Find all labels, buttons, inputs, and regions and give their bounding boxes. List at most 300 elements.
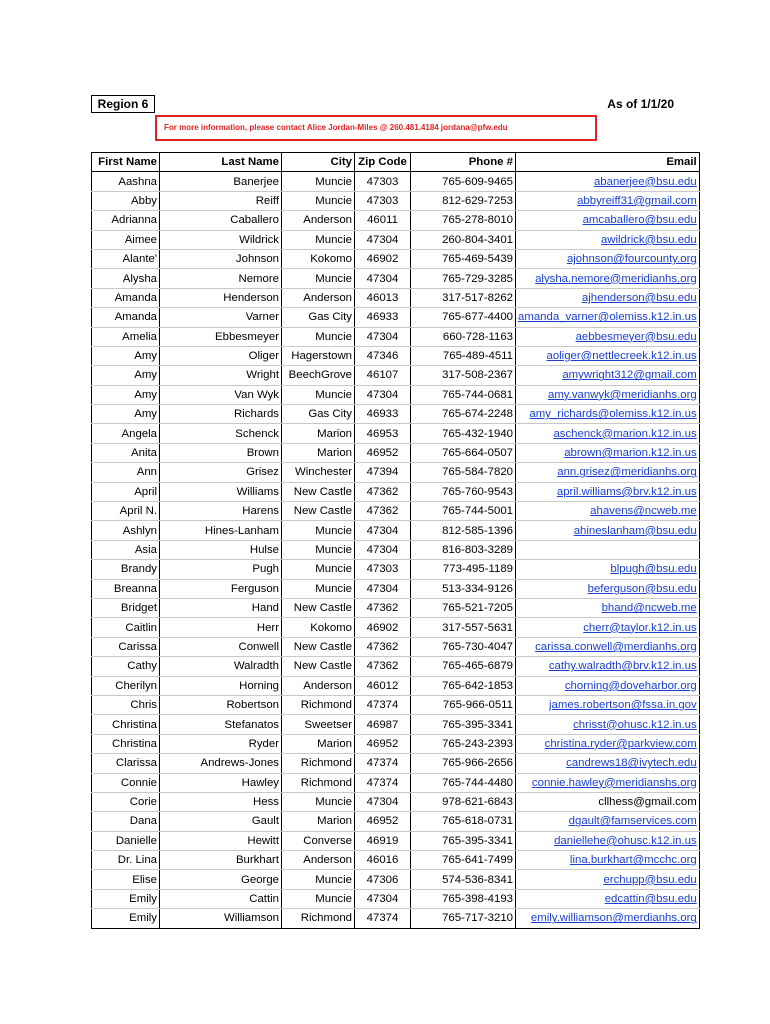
last-name-cell: Nemore <box>160 269 282 288</box>
city-cell: New Castle <box>282 482 355 501</box>
city-cell: Muncie <box>282 172 355 191</box>
phone-cell: 765-395-3341 <box>411 831 516 850</box>
last-name-cell: Henderson <box>160 288 282 307</box>
last-name-cell: Brown <box>160 443 282 462</box>
city-cell: Marion <box>282 424 355 443</box>
zip-code-cell: 46952 <box>355 734 411 753</box>
first-name-cell: Cherilyn <box>92 676 160 695</box>
email-text[interactable]: bhand@ncweb.me <box>601 602 697 615</box>
zip-code-cell: 47362 <box>355 502 411 521</box>
table-row <box>92 909 700 928</box>
table-row <box>92 482 700 501</box>
email-text[interactable]: awildrick@bsu.edu <box>600 233 697 246</box>
email-text[interactable]: cherr@taylor.k12.in.us <box>583 621 697 634</box>
city-cell: Muncie <box>282 230 355 249</box>
zip-code-cell: 46016 <box>355 851 411 870</box>
email-text[interactable]: amy.vanwyk@meridianhs.org <box>547 388 697 401</box>
city-cell: Muncie <box>282 191 355 210</box>
first-name-cell: Bridget <box>92 598 160 617</box>
phone-cell: 812-585-1396 <box>411 521 516 540</box>
zip-code-cell: 46902 <box>355 249 411 268</box>
email-text[interactable]: ajhenderson@bsu.edu <box>581 291 697 304</box>
city-cell: Anderson <box>282 211 355 230</box>
email-text[interactable]: amy_richards@olemiss.k12.in.us <box>529 408 697 421</box>
as-of-date: As of 1/1/20 <box>607 97 674 111</box>
city-cell: New Castle <box>282 657 355 676</box>
first-name-cell: Dr. Lina <box>92 851 160 870</box>
last-name-cell: Herr <box>160 618 282 637</box>
table-row <box>92 715 700 734</box>
email-text[interactable]: amanda_varner@olemiss.k12.in.us <box>518 311 697 324</box>
zip-code-cell: 46952 <box>355 443 411 462</box>
email-text[interactable]: connie.hawley@meridianshs.org <box>531 776 697 789</box>
phone-cell: 765-469-5439 <box>411 249 516 268</box>
last-name-cell: Robertson <box>160 695 282 714</box>
zip-code-cell: 47306 <box>355 870 411 889</box>
zip-code-cell: 46107 <box>355 366 411 385</box>
table-row <box>92 870 700 889</box>
table-row <box>92 618 700 637</box>
phone-cell: 765-966-2656 <box>411 754 516 773</box>
phone-cell: 765-584-7820 <box>411 463 516 482</box>
email-text[interactable]: alysha.nemore@meridianhs.org <box>535 272 697 285</box>
email-link[interactable] <box>516 754 700 773</box>
table-row <box>92 657 700 676</box>
phone-cell: 574-536-8341 <box>411 870 516 889</box>
city-cell: Muncie <box>282 540 355 559</box>
zip-code-cell: 46919 <box>355 831 411 850</box>
last-name-cell: Harens <box>160 502 282 521</box>
city-cell: Kokomo <box>282 249 355 268</box>
contact-table <box>91 152 700 929</box>
table-row <box>92 443 700 462</box>
last-name-cell: Ebbesmeyer <box>160 327 282 346</box>
city-cell: Anderson <box>282 288 355 307</box>
last-name-cell: Gault <box>160 812 282 831</box>
email-link[interactable] <box>516 463 700 482</box>
first-name-cell: Asia <box>92 540 160 559</box>
zip-code-cell: 47304 <box>355 521 411 540</box>
last-name-cell: Burkhart <box>160 851 282 870</box>
email-text[interactable]: amcaballero@bsu.edu <box>582 214 697 227</box>
last-name-cell: Hawley <box>160 773 282 792</box>
phone-cell: 765-465-6879 <box>411 657 516 676</box>
last-name-cell: Hand <box>160 598 282 617</box>
zip-code-cell: 47362 <box>355 637 411 656</box>
last-name-cell: Richards <box>160 405 282 424</box>
city-cell: Muncie <box>282 560 355 579</box>
city-cell: Muncie <box>282 521 355 540</box>
city-cell: Converse <box>282 831 355 850</box>
email-text[interactable]: chrisst@ohusc.k12.in.us <box>573 718 697 731</box>
email-text[interactable]: carissa.conwell@merdianhs.org <box>535 640 697 653</box>
email-text[interactable]: beferguson@bsu.edu <box>587 582 697 595</box>
phone-cell: 765-674-2248 <box>411 405 516 424</box>
last-name-cell: Walradth <box>160 657 282 676</box>
email-text[interactable]: ajohnson@fourcounty.org <box>566 253 697 266</box>
city-cell: BeechGrove <box>282 366 355 385</box>
first-name-cell: Alysha <box>92 269 160 288</box>
email-link[interactable] <box>516 889 700 908</box>
last-name-cell: Conwell <box>160 637 282 656</box>
email-text[interactable]: aebbesmeyer@bsu.edu <box>575 330 697 343</box>
city-cell: Winchester <box>282 463 355 482</box>
phone-cell: 765-642-1853 <box>411 676 516 695</box>
table-row <box>92 463 700 482</box>
zip-code-cell: 46933 <box>355 308 411 327</box>
phone-cell: 317-557-5631 <box>411 618 516 637</box>
email-link[interactable] <box>516 695 700 714</box>
zip-code-cell: 46011 <box>355 211 411 230</box>
email-text[interactable]: erchupp@bsu.edu <box>603 873 697 886</box>
last-name-cell: Horning <box>160 676 282 695</box>
last-name-cell: Pugh <box>160 560 282 579</box>
email-link[interactable] <box>516 831 700 850</box>
email-text[interactable]: ahineslanham@bsu.edu <box>573 524 697 537</box>
first-name-cell: Adrianna <box>92 211 160 230</box>
phone-cell: 765-278-8010 <box>411 211 516 230</box>
email-link[interactable] <box>516 172 700 191</box>
column-header-zip-code: Zip Code <box>355 153 411 172</box>
first-name-cell: Amy <box>92 385 160 404</box>
email-text[interactable]: edcattin@bsu.edu <box>604 893 697 906</box>
column-header-phone: Phone # <box>411 153 516 172</box>
first-name-cell: Aimee <box>92 230 160 249</box>
first-name-cell: Amanda <box>92 288 160 307</box>
email-link[interactable] <box>516 812 700 831</box>
email-link[interactable] <box>516 482 700 501</box>
city-cell: Gas City <box>282 308 355 327</box>
phone-cell: 765-744-0681 <box>411 385 516 404</box>
first-name-cell: Emily <box>92 909 160 928</box>
city-cell: Muncie <box>282 385 355 404</box>
phone-cell: 765-521-7205 <box>411 598 516 617</box>
phone-cell: 816-803-3289 <box>411 540 516 559</box>
city-cell: Kokomo <box>282 618 355 637</box>
table-row <box>92 269 700 288</box>
phone-cell: 765-609-9465 <box>411 172 516 191</box>
email-link <box>516 540 700 559</box>
last-name-cell: Oliger <box>160 346 282 365</box>
table-row <box>92 230 700 249</box>
first-name-cell: Angela <box>92 424 160 443</box>
zip-code-cell: 47304 <box>355 230 411 249</box>
email-link[interactable] <box>516 502 700 521</box>
email-text[interactable]: aoliger@nettlecreek.k12.in.us <box>546 350 697 363</box>
email-link[interactable] <box>516 773 700 792</box>
table-row <box>92 405 700 424</box>
first-name-cell: Corie <box>92 792 160 811</box>
city-cell: Anderson <box>282 676 355 695</box>
table-row <box>92 502 700 521</box>
first-name-cell: Caitlin <box>92 618 160 637</box>
zip-code-cell: 47374 <box>355 754 411 773</box>
column-header-last-name: Last Name <box>160 153 282 172</box>
city-cell: Richmond <box>282 773 355 792</box>
city-cell: Hagerstown <box>282 346 355 365</box>
last-name-cell: Johnson <box>160 249 282 268</box>
email-link[interactable] <box>516 715 700 734</box>
email-link[interactable] <box>516 579 700 598</box>
city-cell: Marion <box>282 734 355 753</box>
last-name-cell: Stefanatos <box>160 715 282 734</box>
email-link[interactable] <box>516 657 700 676</box>
last-name-cell: Schenck <box>160 424 282 443</box>
email-text[interactable]: amywright312@gmail.com <box>562 369 697 382</box>
email-text[interactable]: abanerjee@bsu.edu <box>593 175 697 188</box>
first-name-cell: April <box>92 482 160 501</box>
last-name-cell: Grisez <box>160 463 282 482</box>
email-link[interactable] <box>516 288 700 307</box>
phone-cell: 765-744-5001 <box>411 502 516 521</box>
city-cell: Muncie <box>282 579 355 598</box>
email-text[interactable]: abbyreiff31@gmail.com <box>577 194 697 207</box>
last-name-cell: Banerjee <box>160 172 282 191</box>
phone-cell: 765-618-0731 <box>411 812 516 831</box>
zip-code-cell: 47304 <box>355 327 411 346</box>
first-name-cell: Elise <box>92 870 160 889</box>
email-text[interactable]: lina.burkhart@mcchc.org <box>569 854 697 867</box>
email-text[interactable]: cathy.walradth@brv.k12.in.us <box>548 660 697 673</box>
city-cell: New Castle <box>282 598 355 617</box>
email-link[interactable] <box>516 851 700 870</box>
email-link[interactable] <box>516 366 700 385</box>
table-row <box>92 831 700 850</box>
email-link[interactable] <box>516 269 700 288</box>
zip-code-cell: 47374 <box>355 695 411 714</box>
first-name-cell: Dana <box>92 812 160 831</box>
last-name-cell: Varner <box>160 308 282 327</box>
city-cell: Richmond <box>282 909 355 928</box>
email-link[interactable] <box>516 637 700 656</box>
first-name-cell: Connie <box>92 773 160 792</box>
email-text[interactable]: chorning@doveharbor.org <box>564 679 697 692</box>
first-name-cell: Abby <box>92 191 160 210</box>
email-text[interactable]: christina.ryder@parkview.com <box>544 737 697 750</box>
phone-cell: 765-717-3210 <box>411 909 516 928</box>
last-name-cell: Wildrick <box>160 230 282 249</box>
table-row <box>92 560 700 579</box>
city-cell: Muncie <box>282 269 355 288</box>
first-name-cell: Carissa <box>92 637 160 656</box>
column-header-first-name: First Name <box>92 153 160 172</box>
first-name-cell: Aashna <box>92 172 160 191</box>
email-text[interactable]: daniellehe@ohusc.k12.in.us <box>554 834 697 847</box>
table-row <box>92 424 700 443</box>
first-name-cell: Christina <box>92 715 160 734</box>
zip-code-cell: 46953 <box>355 424 411 443</box>
phone-cell: 765-489-4511 <box>411 346 516 365</box>
table-row <box>92 327 700 346</box>
first-name-cell: Amy <box>92 405 160 424</box>
phone-cell: 765-398-4193 <box>411 889 516 908</box>
last-name-cell: Ryder <box>160 734 282 753</box>
table-row <box>92 812 700 831</box>
table-row <box>92 754 700 773</box>
email-link[interactable] <box>516 327 700 346</box>
last-name-cell: Hulse <box>160 540 282 559</box>
phone-cell: 765-432-1940 <box>411 424 516 443</box>
email-link[interactable] <box>516 676 700 695</box>
zip-code-cell: 46933 <box>355 405 411 424</box>
table-row <box>92 385 700 404</box>
table-row <box>92 773 700 792</box>
email-link[interactable] <box>516 191 700 210</box>
email-link[interactable] <box>516 405 700 424</box>
last-name-cell: Ferguson <box>160 579 282 598</box>
email-link[interactable] <box>516 249 700 268</box>
zip-code-cell: 47304 <box>355 792 411 811</box>
contact-note: For more information, please contact Alice Jordan-Miles @ 260.481.4184 jordana@pfw.edu <box>155 115 597 141</box>
last-name-cell: Williams <box>160 482 282 501</box>
last-name-cell: Reiff <box>160 191 282 210</box>
table-row <box>92 889 700 908</box>
first-name-cell: Amy <box>92 346 160 365</box>
phone-cell: 765-641-7499 <box>411 851 516 870</box>
email-text[interactable]: aschenck@marion.k12.in.us <box>553 427 697 440</box>
first-name-cell: Danielle <box>92 831 160 850</box>
first-name-cell: Breanna <box>92 579 160 598</box>
last-name-cell: Wright <box>160 366 282 385</box>
last-name-cell: Cattin <box>160 889 282 908</box>
last-name-cell: George <box>160 870 282 889</box>
email-text[interactable]: abrown@marion.k12.in.us <box>564 447 697 460</box>
first-name-cell: Amelia <box>92 327 160 346</box>
phone-cell: 765-729-3285 <box>411 269 516 288</box>
zip-code-cell: 46952 <box>355 812 411 831</box>
first-name-cell: Amanda <box>92 308 160 327</box>
table-row <box>92 521 700 540</box>
zip-code-cell: 47303 <box>355 191 411 210</box>
email-link[interactable] <box>516 870 700 889</box>
email-link[interactable] <box>516 211 700 230</box>
phone-cell: 978-621-6843 <box>411 792 516 811</box>
table-row <box>92 366 700 385</box>
zip-code-cell: 46987 <box>355 715 411 734</box>
phone-cell: 260-804-3401 <box>411 230 516 249</box>
table-row <box>92 172 700 191</box>
email-text[interactable]: ann.grisez@meridianhs.org <box>557 466 697 479</box>
table-row <box>92 211 700 230</box>
column-header-city: City <box>282 153 355 172</box>
phone-cell: 773-495-1189 <box>411 560 516 579</box>
email-text[interactable]: james.robertson@fssa.in.gov <box>549 699 697 712</box>
zip-code-cell: 47394 <box>355 463 411 482</box>
zip-code-cell: 47304 <box>355 579 411 598</box>
last-name-cell: Caballero <box>160 211 282 230</box>
email-link[interactable] <box>516 909 700 928</box>
city-cell: New Castle <box>282 637 355 656</box>
city-cell: Richmond <box>282 695 355 714</box>
last-name-cell: Andrews-Jones <box>160 754 282 773</box>
column-header-email: Email <box>516 153 700 172</box>
phone-cell: 765-760-9543 <box>411 482 516 501</box>
email-link[interactable] <box>516 521 700 540</box>
table-row <box>92 637 700 656</box>
zip-code-cell: 47362 <box>355 482 411 501</box>
first-name-cell: Clarissa <box>92 754 160 773</box>
city-cell: Marion <box>282 443 355 462</box>
email-link[interactable] <box>516 598 700 617</box>
zip-code-cell: 46012 <box>355 676 411 695</box>
last-name-cell: Williamson <box>160 909 282 928</box>
zip-code-cell: 47304 <box>355 540 411 559</box>
first-name-cell: Amy <box>92 366 160 385</box>
email-text[interactable]: emily.williamson@merdianhs.org <box>530 912 697 925</box>
city-cell: New Castle <box>282 502 355 521</box>
first-name-cell: Cathy <box>92 657 160 676</box>
city-cell: Muncie <box>282 870 355 889</box>
phone-cell: 317-517-8262 <box>411 288 516 307</box>
email-link[interactable] <box>516 308 700 327</box>
email-link <box>516 792 700 811</box>
table-row <box>92 191 700 210</box>
city-cell: Muncie <box>282 889 355 908</box>
phone-cell: 765-966-0511 <box>411 695 516 714</box>
zip-code-cell: 47303 <box>355 172 411 191</box>
email-link[interactable] <box>516 734 700 753</box>
phone-cell: 812-629-7253 <box>411 191 516 210</box>
email-link[interactable] <box>516 346 700 365</box>
email-text[interactable]: blpugh@bsu.edu <box>610 563 697 576</box>
email-text[interactable]: april.williams@brv.k12.in.us <box>556 485 697 498</box>
first-name-cell: Ann <box>92 463 160 482</box>
city-cell: Muncie <box>282 792 355 811</box>
zip-code-cell: 47304 <box>355 889 411 908</box>
phone-cell: 660-728-1163 <box>411 327 516 346</box>
table-row <box>92 249 700 268</box>
email-link[interactable] <box>516 618 700 637</box>
email-link[interactable] <box>516 560 700 579</box>
city-cell: Sweetser <box>282 715 355 734</box>
email-text[interactable]: ahavens@ncweb.me <box>590 505 697 518</box>
table-row <box>92 579 700 598</box>
last-name-cell: Van Wyk <box>160 385 282 404</box>
first-name-cell: Emily <box>92 889 160 908</box>
zip-code-cell: 47346 <box>355 346 411 365</box>
zip-code-cell: 46013 <box>355 288 411 307</box>
zip-code-cell: 46902 <box>355 618 411 637</box>
first-name-cell: Chris <box>92 695 160 714</box>
email-text[interactable]: dgault@famservices.com <box>568 815 697 828</box>
table-row <box>92 288 700 307</box>
city-cell: Anderson <box>282 851 355 870</box>
region-label: Region 6 <box>91 95 155 113</box>
table-row <box>92 792 700 811</box>
email-link[interactable] <box>516 385 700 404</box>
table-row <box>92 346 700 365</box>
phone-cell: 765-677-4400 <box>411 308 516 327</box>
email-link[interactable] <box>516 443 700 462</box>
email-link[interactable] <box>516 424 700 443</box>
first-name-cell: Brandy <box>92 560 160 579</box>
phone-cell: 765-395-3341 <box>411 715 516 734</box>
first-name-cell: Alante' <box>92 249 160 268</box>
table-row <box>92 734 700 753</box>
email-text[interactable]: candrews18@ivytech.edu <box>566 757 697 770</box>
table-row <box>92 695 700 714</box>
city-cell: Muncie <box>282 327 355 346</box>
zip-code-cell: 47304 <box>355 385 411 404</box>
email-text: cllhess@gmail.com <box>598 796 697 809</box>
table-row <box>92 676 700 695</box>
zip-code-cell: 47362 <box>355 657 411 676</box>
first-name-cell: Anita <box>92 443 160 462</box>
table-row <box>92 598 700 617</box>
email-link[interactable] <box>516 230 700 249</box>
phone-cell: 765-664-0507 <box>411 443 516 462</box>
zip-code-cell: 47304 <box>355 269 411 288</box>
